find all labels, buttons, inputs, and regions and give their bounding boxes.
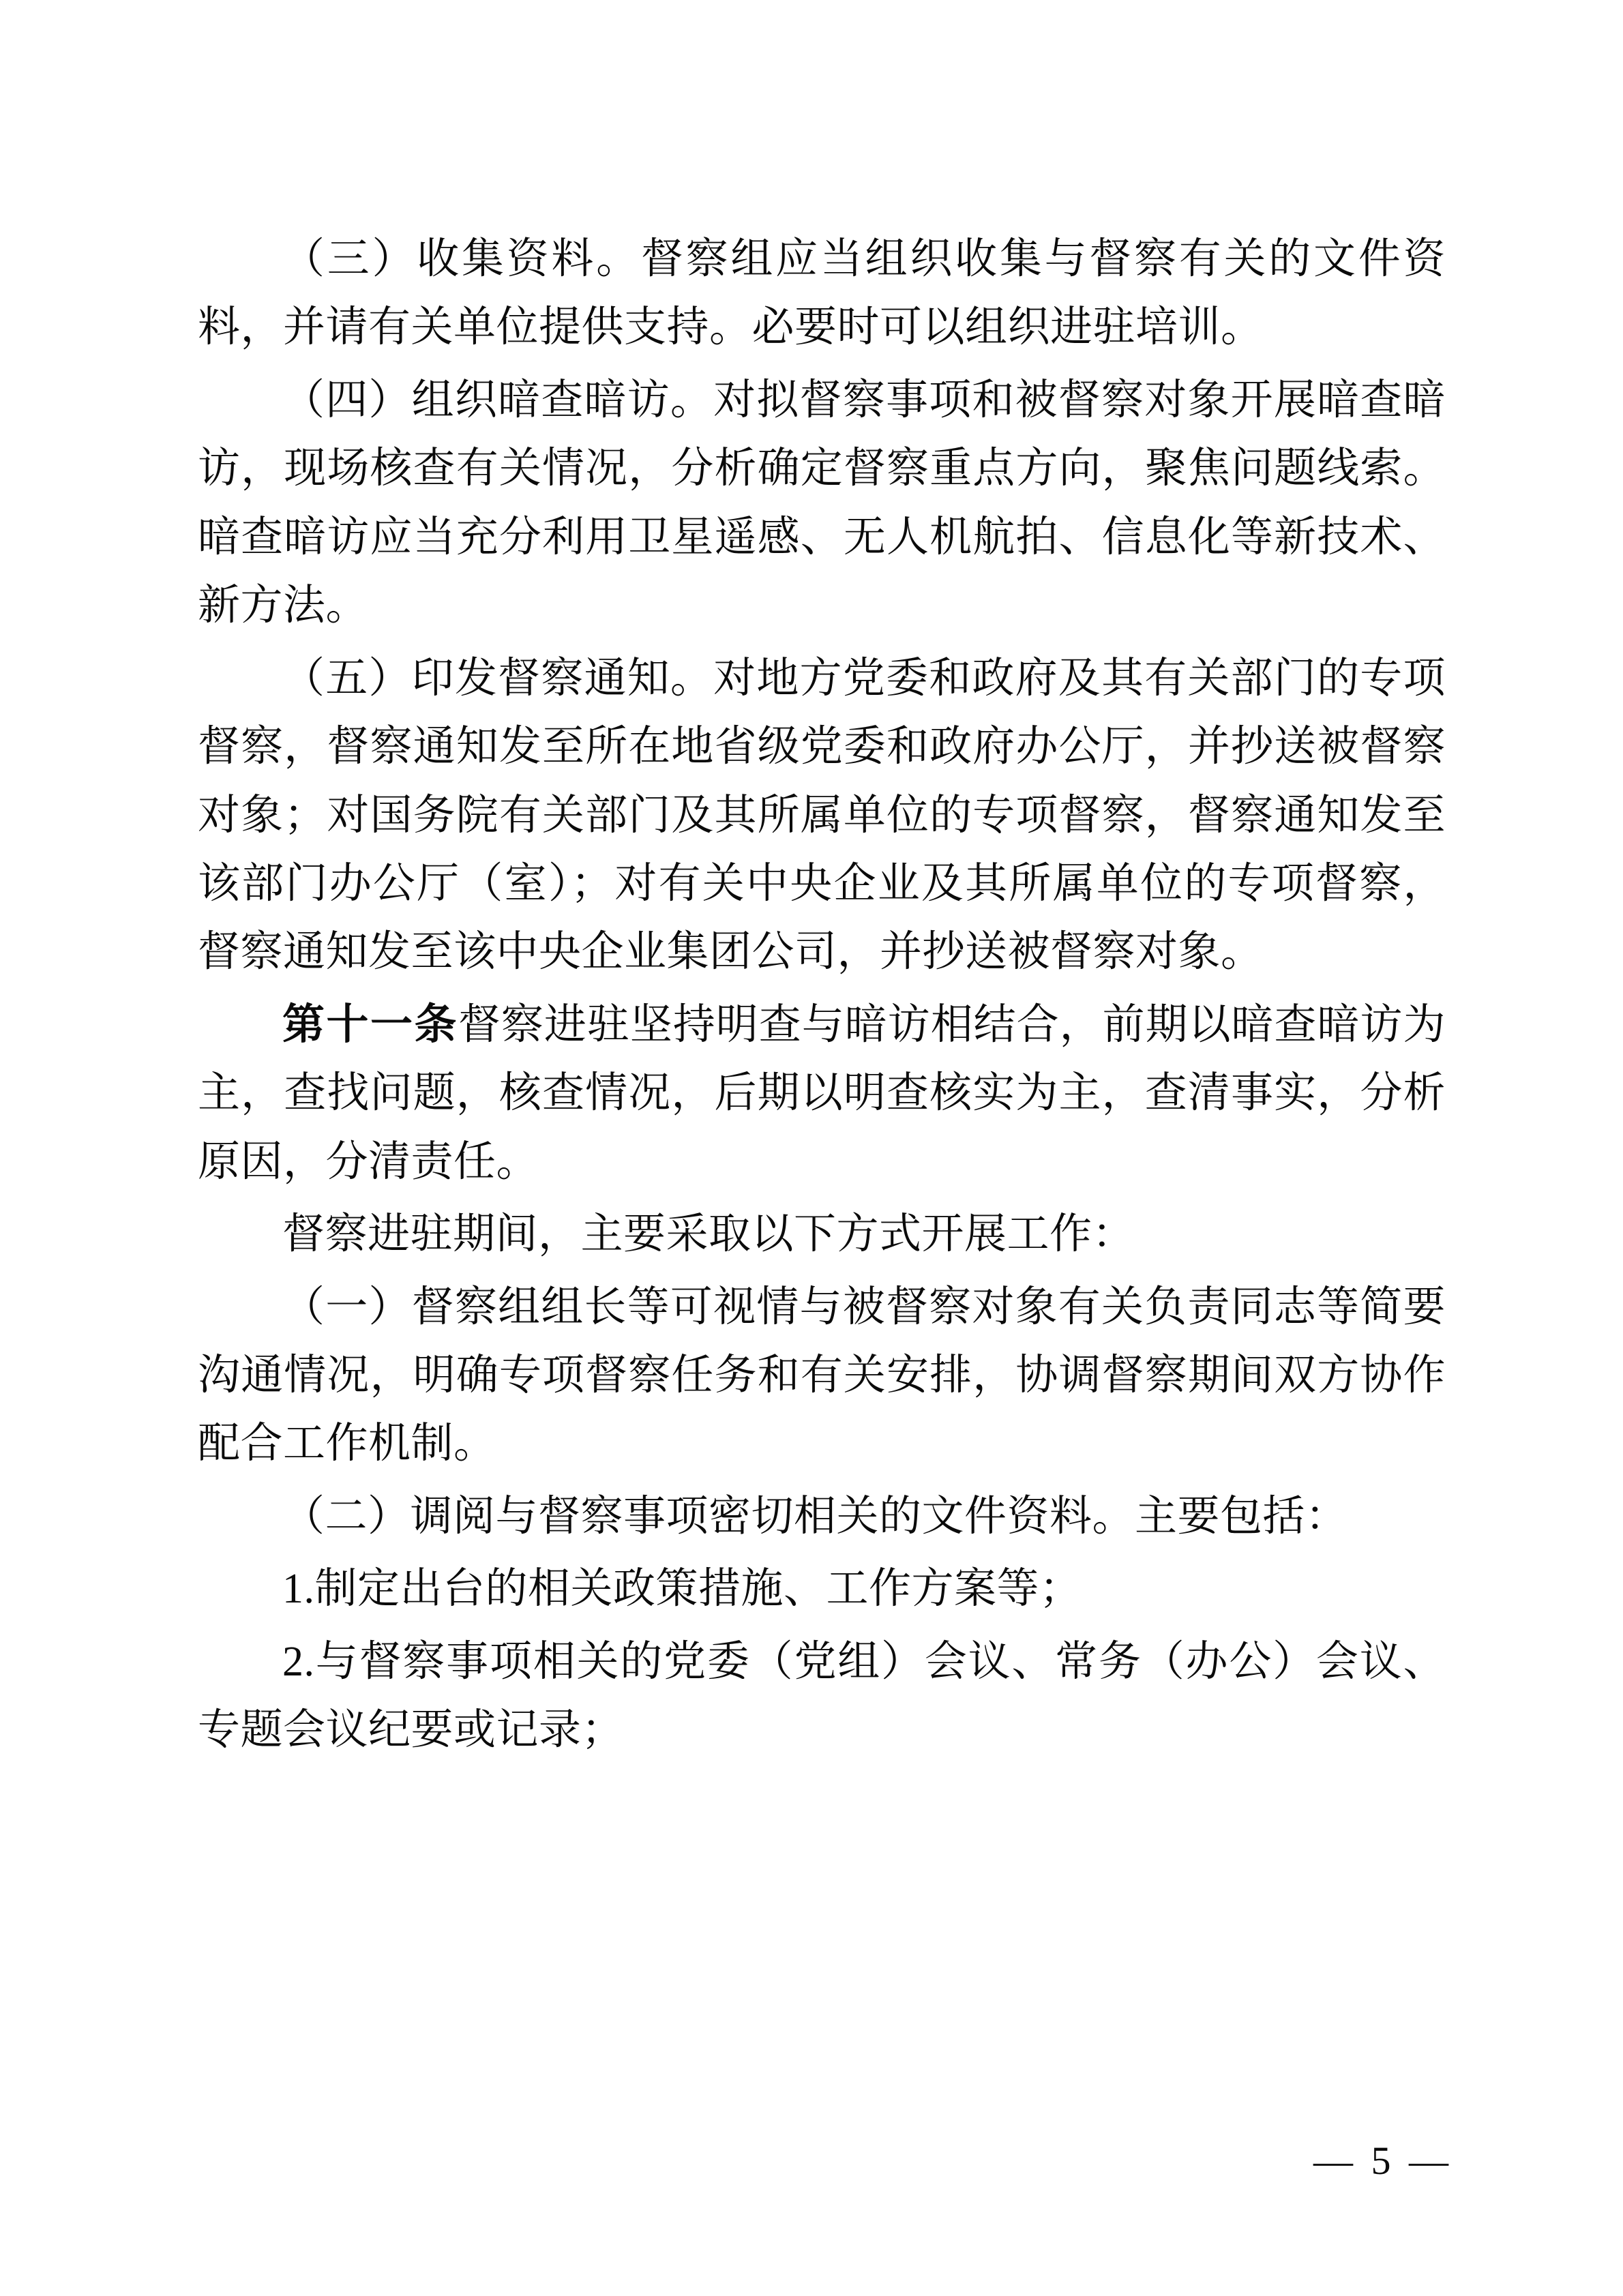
paragraph-method-1: （一）督察组组长等可视情与被督察对象有关负责同志等简要沟通情况，明确专项督察任务和有关安排，协调督察期间双方协作配合工作机制。: [198, 1283, 1446, 1467]
page-number: — 5 —: [1313, 2138, 1453, 2183]
document-body: [198, 225, 1446, 1765]
article-label: 第十一条: [282, 1001, 458, 1048]
paragraph-during-inspection: 督察进驻期间，主要采取以下方式开展工作：: [282, 1211, 1135, 1258]
paragraph-method-2: （二）调阅与督察事项密切相关的文件资料。主要包括：: [282, 1493, 1348, 1540]
paragraph-item-5: （五）印发督察通知。对地方党委和政府及其有关部门的专项督察，督察通知发至所在地省级党委和政府办公厅，并抄送被督察对象；对国务院有关部门及其所属单位的专项督察，督察通知发至该部门办公厅（室）；对有关中央企业及其所属单位的专项督察，督察通知发至该中央企业集团公司，并抄送被督察对象。: [198, 655, 1446, 976]
paragraph-sub-item-2: 2.与督察事项相关的党委（党组）会议、常务（办公）会议、专题会议纪要或记录；: [198, 1638, 1446, 1754]
paragraph-sub-item-1: 1.制定出台的相关政策措施、工作方案等；: [282, 1566, 1082, 1613]
paragraph-item-4: （四）组织暗查暗访。对拟督察事项和被督察对象开展暗查暗访，现场核查有关情况，分析确定督察重点方向，聚焦问题线索。暗查暗访应当充分利用卫星遥感、无人机航拍、信息化等新技术、新方法。: [198, 376, 1446, 629]
article-11-text: 督察进驻坚持明查与暗访相结合，前期以暗查暗访为主，查找问题，核查情况，后期以明查核实为主，查清事实，分析原因，分清责任。: [198, 1001, 1446, 1185]
paragraph-article-11: [198, 991, 1446, 1196]
paragraph-item-3: （三）收集资料。督察组应当组织收集与督察有关的文件资料，并请有关单位提供支持。必要时可以组织进驻培训。: [198, 236, 1446, 351]
